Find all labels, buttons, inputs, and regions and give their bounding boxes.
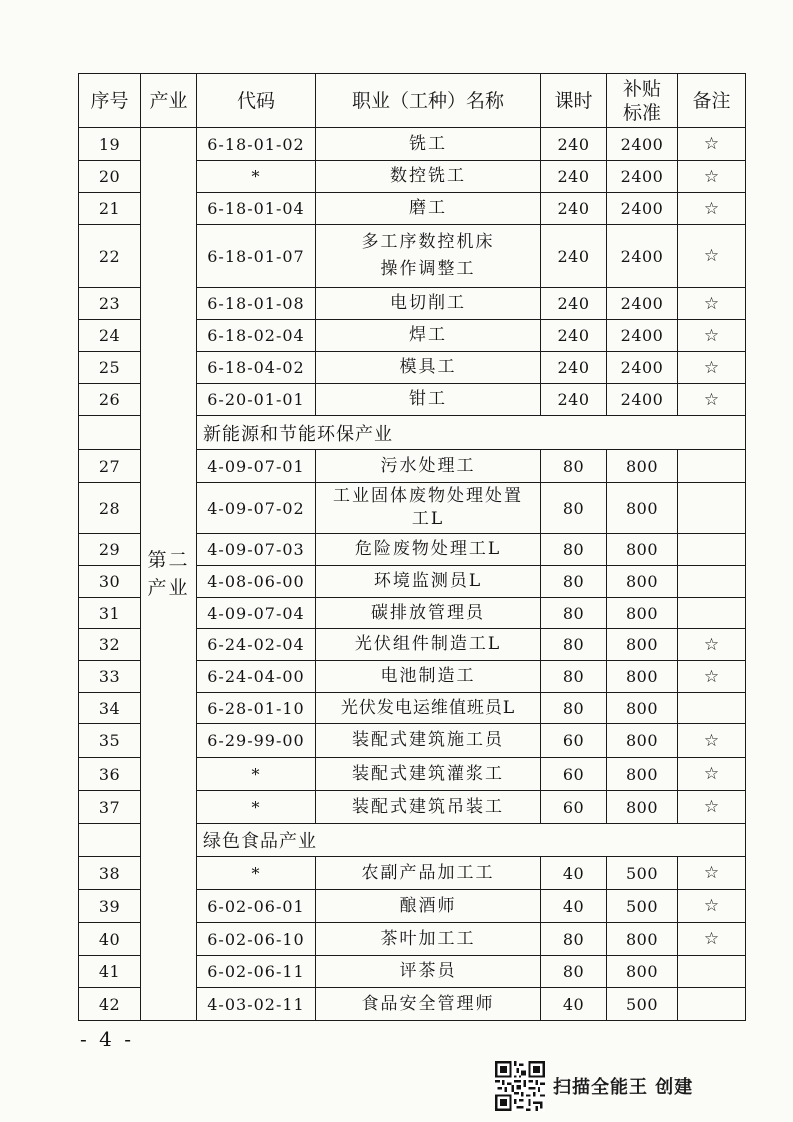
table-header-row	[79, 74, 746, 128]
seq-cell: 31	[79, 598, 141, 629]
code-cell: 6-02-06-10	[197, 923, 316, 956]
subsidy-cell: 2400	[607, 225, 678, 288]
note-cell: ☆	[678, 225, 746, 288]
occupation-cell: 焊工	[316, 320, 541, 352]
subsidy-cell: 800	[607, 483, 678, 534]
code-cell: 4-09-07-04	[197, 598, 316, 629]
code-cell: 6-18-01-04	[197, 193, 316, 225]
code-cell: 6-24-04-00	[197, 661, 316, 693]
note-cell	[678, 450, 746, 483]
seq-cell: 39	[79, 890, 141, 923]
occupation-table	[78, 73, 746, 1021]
seq-cell: 19	[79, 128, 141, 161]
header-industry: 产业	[141, 74, 197, 128]
code-cell: 6-18-01-07	[197, 225, 316, 288]
note-cell: ☆	[678, 352, 746, 384]
table-row	[79, 128, 746, 161]
hours-cell: 40	[541, 857, 607, 890]
occupation-cell: 农副产品加工工	[316, 857, 541, 890]
industry-line2: 产业	[147, 577, 190, 599]
note-cell: ☆	[678, 128, 746, 161]
occupation-cell: 评茶员	[316, 956, 541, 988]
hours-cell: 240	[541, 161, 607, 193]
occupation-cell: 光伏发电运维值班员L	[316, 693, 541, 724]
subsidy-cell: 500	[607, 890, 678, 923]
occupation-line1: 工业固体废物处理处置	[333, 486, 523, 506]
seq-cell: 35	[79, 724, 141, 758]
occupation-cell	[316, 483, 541, 534]
header-hours: 课时	[541, 74, 607, 128]
code-cell: 6-18-01-08	[197, 288, 316, 320]
note-cell: ☆	[678, 923, 746, 956]
seq-cell: 29	[79, 534, 141, 566]
subsidy-cell: 2400	[607, 193, 678, 225]
subsidy-cell: 800	[607, 791, 678, 824]
section-title: 绿色食品产业	[197, 824, 746, 857]
subsidy-cell: 800	[607, 598, 678, 629]
watermark-text: 扫描全能王 创建	[553, 1077, 694, 1098]
hours-cell: 60	[541, 724, 607, 758]
section-title: 新能源和节能环保产业	[197, 416, 746, 450]
code-cell: 4-09-07-03	[197, 534, 316, 566]
occupation-cell: 磨工	[316, 193, 541, 225]
seq-cell: 21	[79, 193, 141, 225]
seq-cell: 22	[79, 225, 141, 288]
hours-cell: 240	[541, 352, 607, 384]
subsidy-cell: 2400	[607, 384, 678, 416]
subsidy-cell: 500	[607, 988, 678, 1021]
occupation-cell: 钳工	[316, 384, 541, 416]
industry-cell	[141, 128, 197, 1021]
occupation-cell: 装配式建筑吊装工	[316, 791, 541, 824]
code-cell: 4-08-06-00	[197, 566, 316, 598]
code-cell: 6-18-04-02	[197, 352, 316, 384]
seq-cell: 26	[79, 384, 141, 416]
note-cell	[678, 988, 746, 1021]
occupation-cell: 铣工	[316, 128, 541, 161]
occupation-line1: 多工序数控机床	[361, 232, 495, 252]
hours-cell: 80	[541, 566, 607, 598]
note-cell: ☆	[678, 288, 746, 320]
subsidy-cell: 800	[607, 758, 678, 791]
seq-cell: 30	[79, 566, 141, 598]
code-cell: 6-02-06-11	[197, 956, 316, 988]
occupation-cell: 电池制造工	[316, 661, 541, 693]
occupation-cell: 茶叶加工工	[316, 923, 541, 956]
seq-cell: 40	[79, 923, 141, 956]
seq-cell: 37	[79, 791, 141, 824]
note-cell: ☆	[678, 758, 746, 791]
code-cell: *	[197, 758, 316, 791]
occupation-cell: 酿酒师	[316, 890, 541, 923]
seq-cell: 24	[79, 320, 141, 352]
subsidy-cell: 800	[607, 693, 678, 724]
subsidy-cell: 800	[607, 566, 678, 598]
seq-cell: 25	[79, 352, 141, 384]
subsidy-cell: 2400	[607, 352, 678, 384]
hours-cell: 60	[541, 791, 607, 824]
code-cell: 4-09-07-02	[197, 483, 316, 534]
hours-cell: 80	[541, 693, 607, 724]
hours-cell: 240	[541, 320, 607, 352]
hours-cell: 80	[541, 598, 607, 629]
hours-cell: 80	[541, 629, 607, 661]
header-code: 代码	[197, 74, 316, 128]
note-cell	[678, 566, 746, 598]
occupation-cell: 模具工	[316, 352, 541, 384]
occupation-cell: 环境监测员L	[316, 566, 541, 598]
code-cell: 6-20-01-01	[197, 384, 316, 416]
note-cell: ☆	[678, 890, 746, 923]
occupation-line2: 操作调整工	[380, 259, 476, 279]
subsidy-cell: 800	[607, 450, 678, 483]
hours-cell: 240	[541, 384, 607, 416]
hours-cell: 40	[541, 988, 607, 1021]
note-cell: ☆	[678, 857, 746, 890]
subsidy-cell: 800	[607, 629, 678, 661]
seq-cell: 23	[79, 288, 141, 320]
code-cell: *	[197, 161, 316, 193]
seq-cell: 41	[79, 956, 141, 988]
subsidy-cell: 800	[607, 724, 678, 758]
header-subsidy-line2: 标准	[622, 101, 661, 124]
occupation-cell: 光伏组件制造工L	[316, 629, 541, 661]
seq-cell: 33	[79, 661, 141, 693]
subsidy-cell: 2400	[607, 320, 678, 352]
note-cell	[678, 598, 746, 629]
code-cell: 6-18-01-02	[197, 128, 316, 161]
hours-cell: 240	[541, 225, 607, 288]
note-cell: ☆	[678, 384, 746, 416]
hours-cell: 40	[541, 890, 607, 923]
code-cell: 6-02-06-01	[197, 890, 316, 923]
note-cell	[678, 534, 746, 566]
hours-cell: 60	[541, 758, 607, 791]
occupation-line2: 工L	[411, 509, 445, 529]
note-cell: ☆	[678, 161, 746, 193]
subsidy-cell: 800	[607, 956, 678, 988]
header-occupation: 职业（工种）名称	[316, 74, 541, 128]
note-cell: ☆	[678, 193, 746, 225]
hours-cell: 80	[541, 534, 607, 566]
note-cell: ☆	[678, 791, 746, 824]
occupation-cell: 装配式建筑灌浆工	[316, 758, 541, 791]
seq-cell: 36	[79, 758, 141, 791]
occupation-cell: 装配式建筑施工员	[316, 724, 541, 758]
hours-cell: 80	[541, 450, 607, 483]
code-cell: 4-03-02-11	[197, 988, 316, 1021]
occupation-cell: 数控铣工	[316, 161, 541, 193]
subsidy-cell: 800	[607, 534, 678, 566]
note-cell: ☆	[678, 661, 746, 693]
code-cell: *	[197, 857, 316, 890]
qr-code-icon	[495, 1060, 545, 1112]
header-subsidy-line1: 补贴	[622, 77, 661, 100]
subsidy-cell: 2400	[607, 288, 678, 320]
occupation-cell: 电切削工	[316, 288, 541, 320]
occupation-cell: 食品安全管理师	[316, 988, 541, 1021]
occupation-cell: 碳排放管理员	[316, 598, 541, 629]
hours-cell: 80	[541, 661, 607, 693]
hours-cell: 240	[541, 193, 607, 225]
header-seq: 序号	[79, 74, 141, 128]
note-cell	[678, 693, 746, 724]
occupation-cell: 危险废物处理工L	[316, 534, 541, 566]
code-cell: 6-18-02-04	[197, 320, 316, 352]
code-cell: 4-09-07-01	[197, 450, 316, 483]
seq-cell-empty	[79, 824, 141, 857]
seq-cell: 38	[79, 857, 141, 890]
subsidy-cell: 800	[607, 661, 678, 693]
seq-cell-empty	[79, 416, 141, 450]
occupation-cell	[316, 225, 541, 288]
hours-cell: 80	[541, 956, 607, 988]
seq-cell: 34	[79, 693, 141, 724]
code-cell: *	[197, 791, 316, 824]
subsidy-cell: 500	[607, 857, 678, 890]
occupation-cell: 污水处理工	[316, 450, 541, 483]
industry-line1: 第二	[147, 549, 190, 571]
code-cell: 6-24-02-04	[197, 629, 316, 661]
header-subsidy	[607, 74, 678, 128]
seq-cell: 32	[79, 629, 141, 661]
code-cell: 6-28-01-10	[197, 693, 316, 724]
seq-cell: 28	[79, 483, 141, 534]
subsidy-cell: 2400	[607, 128, 678, 161]
note-cell: ☆	[678, 629, 746, 661]
hours-cell: 240	[541, 288, 607, 320]
hours-cell: 80	[541, 923, 607, 956]
hours-cell: 80	[541, 483, 607, 534]
seq-cell: 20	[79, 161, 141, 193]
seq-cell: 42	[79, 988, 141, 1021]
seq-cell: 27	[79, 450, 141, 483]
note-cell	[678, 956, 746, 988]
header-note: 备注	[678, 74, 746, 128]
note-cell: ☆	[678, 320, 746, 352]
page-number: - 4 -	[80, 1027, 134, 1051]
subsidy-cell: 2400	[607, 161, 678, 193]
subsidy-cell: 800	[607, 923, 678, 956]
code-cell: 6-29-99-00	[197, 724, 316, 758]
note-cell: ☆	[678, 724, 746, 758]
hours-cell: 240	[541, 128, 607, 161]
note-cell	[678, 483, 746, 534]
